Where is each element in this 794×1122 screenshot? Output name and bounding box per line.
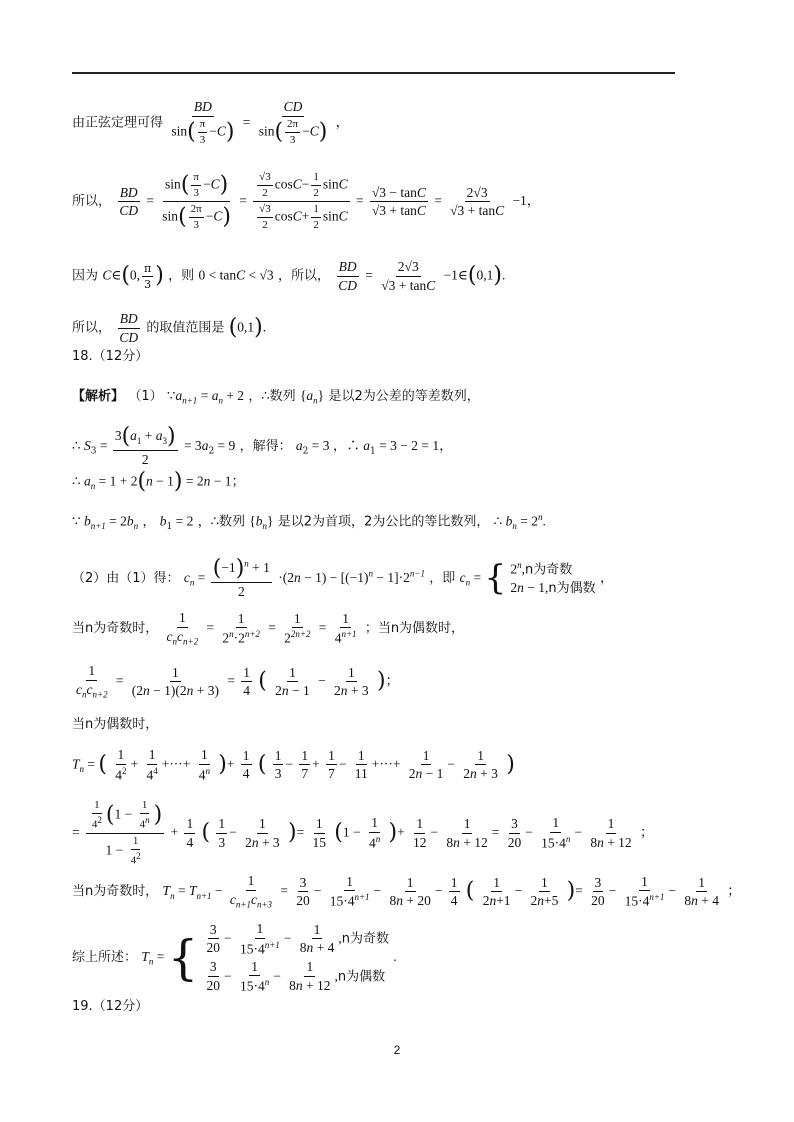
solution-line-2: ∴ $S_3$ = $\frac{3(a_1 + a_3)}{2}$ = $3a_2 = 9$ ，解得： $a_2 = 3$ ，∴ $a_1 = 3 - 2 = 1$， xyxy=(72,424,453,467)
question-18-heading: 18.（12分） xyxy=(72,349,149,364)
solution-line-3: ∴ $a_n = 1 + 2(n - 1) = 2n - 1$； xyxy=(72,469,246,494)
text-line-ratio: 所以， $\frac{BD}{CD}$ = sin( $\frac{\pi}{3}$ −C) sin( $\frac{2\pi}{3}$ −C) = $\frac{√3}{2}$ cosC− $\frac{1}{2}$ sinC $\frac{√3}{2}$ cosC+ $\frac{1}{2}$ sinC = $\frac{√3 - \tan C}{√3 + \tan C}$ = $\frac{2√3}{√3 + \tan C}$ −1， xyxy=(72,171,541,231)
fraction-bd: BD sin( $\frac{\pi}{3}$ −C) xyxy=(171,99,235,146)
solution-line-4: ∵ $b_{n+1} = 2b_n$ ， $b_1 = 2$ ，∴数列 $\{b_n\}$ 是以2为首项，2为公比的等比数列， ∴ $b_n = 2^n$. xyxy=(72,512,546,533)
page-number: 2 xyxy=(393,1043,401,1057)
header-rule xyxy=(72,72,675,74)
question-19-heading: 19.（12分） xyxy=(72,999,149,1014)
solution-line-6: 当n为奇数时， $\frac{1}{c_nc_{n+2}}$ = $\frac{1}{2^n\cdot 2^{n+2}}$ = $\frac{1}{2^{2n+2}}$ = $\frac{1}{4^{n+1}}$ ；当n为偶数时， xyxy=(72,610,465,647)
text-line-range: 因为 C∈(0, $\frac{\pi}{3}$ ) ，则 0 < tanC < √3 ，所以， $\frac{BD}{CD}$ = $\frac{2√3}{√3 + \tan C}$ −1∈(0,1). xyxy=(72,259,506,293)
solution-line-11: 当n为奇数时， $T_n = T_{n+1}$ − $\frac{1}{c_{n+1}c_{n+3}}$ = $\frac{3}{20}$ − $\frac{1}{15\cdot 4^{n+1}}$ − $\frac{1}{8n + 20}$ − $\frac{1}{4}$ ( $\frac{1}{2n+1}$ − $\frac{1}{2n+5}$ )= $\frac{3}{20}$ − $\frac{1}{15\cdot 4^{n+1}}$ − $\frac{1}{8n + 4}$ ； xyxy=(72,873,741,910)
solution-line-9: $T_n$ = ( $\frac{1}{4^2}$ + $\frac{1}{4^4}$ +···+ $\frac{1}{4^n}$ )+ $\frac{1}{4}$ ( $\frac{1}{3}$ − $\frac{1}{7}$ + $\frac{1}{7}$ − $\frac{1}{11}$ +···+ $\frac{1}{2n - 1}$ − $\frac{1}{2n + 3}$ ) xyxy=(72,747,515,782)
solution-line-12: 综上所述： $T_n$ = { $\frac{3}{20}$ − $\frac{1}{15\cdot 4^{n+1}}$ − $\frac{1}{8n + 4}$ ,n为奇数 $\frac{3}{20}$ − $\frac{1}{15\cdot 4^n}$ − $\frac{1}{8n + 12}$ ,n为偶数 . xyxy=(72,921,397,994)
text-line-conclusion: 所以， $\frac{BD}{CD}$ 的取值范围是 (0,1). xyxy=(72,311,267,345)
text-line-sine-rule: 由正弦定理可得 BD sin( $\frac{\pi}{3}$ −C) = CD sin( $\frac{2\pi}{3}$ −C) ， xyxy=(72,99,350,146)
solution-line-8: 当n为偶数时， xyxy=(72,717,159,732)
solution-line-1: 【解析】 （1） $\because a_{n+1} = a_n + 2$ ，∴数列 $\{a_n\}$ 是以2为公差的等差数列， xyxy=(72,388,480,406)
solution-line-5: （2）由（1）得： $c_n$ = $\frac{(-1)^n + 1}{2}$ $\cdot(2n - 1) - [(-1)^n - 1]\cdot 2^{n-1}$ ，即 $c_n$ = { 2$^n$,n为奇数 2n − 1,n为偶数 ， xyxy=(72,556,614,599)
fraction-cd: CD sin( $\frac{2\pi}{3}$ −C) xyxy=(258,99,328,146)
solution-line-7: $\frac{1}{c_nc_{n+2}}$ = $\frac{1}{(2n - 1)(2n + 3)}$ = $\frac{1}{4}$ ( $\frac{1}{2n - 1}$ − $\frac{1}{2n + 3}$ )； xyxy=(76,663,400,700)
solution-line-10: = $\frac{1}{4^2}$ (1 − $\frac{1}{4^n}$ ) 1 − $\frac{1}{4^2}$ + $\frac{1}{4}$ ( $\frac{1}{3}$ − $\frac{1}{2n + 3}$ )= $\frac{1}{15}$ (1 − $\frac{1}{4^n}$ )+ $\frac{1}{12}$ − $\frac{1}{8n + 12}$ = $\frac{3}{20}$ − $\frac{1}{15\cdot 4^n}$ − $\frac{1}{8n + 12}$ ； xyxy=(72,799,654,867)
